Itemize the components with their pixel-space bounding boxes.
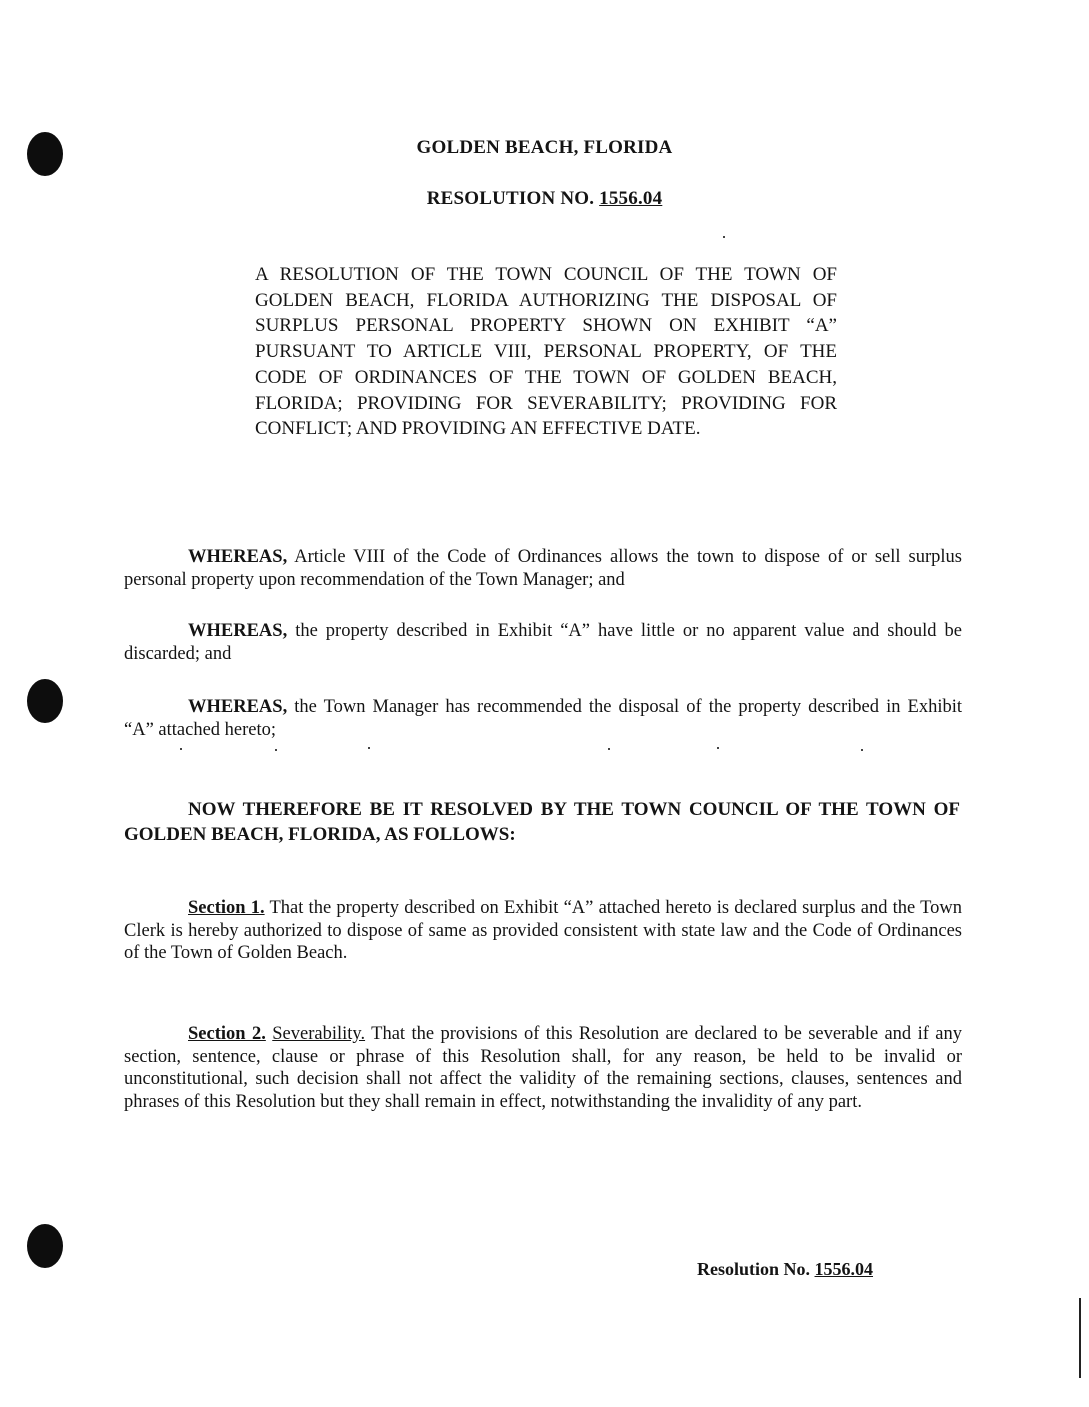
document-title — [0, 137, 1089, 159]
scan-speck — [368, 747, 370, 749]
section-text: That the property described on Exhibit “A” attached hereto is declared surplus and the Town Clerk is hereby authorized to dispose of same as provided consistent with state law and the Code of Ordinances of the Town of Golden Beach. — [124, 898, 962, 963]
whereas-paragraph — [124, 546, 962, 591]
scan-speck — [275, 749, 277, 751]
resolved-clause — [124, 797, 960, 847]
scan-edge-mark — [1079, 1298, 1081, 1378]
scan-speck — [180, 748, 182, 750]
scan-speck — [723, 236, 725, 238]
footer-resolution-reference — [697, 1259, 893, 1280]
punch-hole-bottom — [27, 1224, 63, 1268]
section-paragraph — [124, 897, 962, 965]
whereas-paragraph — [124, 696, 962, 741]
resolution-abstract: A RESOLUTION OF THE TOWN COUNCIL OF THE TOWN OF GOLDEN BEACH, FLORIDA AUTHORIZING THE DISPOSAL OF SURPLUS PERSONAL PROPERTY SHOWN ON EXHIBIT “A” PURSUANT TO ARTICLE VIII, PERSONAL PROPERTY, OF THE CODE OF ORDINANCES OF THE TOWN OF GOLDEN BEACH, FLORIDA; PROVIDING FOR SEVERABILITY; PROVIDING FOR CONFLICT; AND PROVIDING AN EFFECTIVE DATE. — [255, 264, 837, 440]
resolution-label: RESOLUTION NO. — [426, 188, 595, 209]
section-title: Severability. — [272, 1024, 366, 1044]
scan-speck — [861, 749, 863, 751]
whereas-lead: WHEREAS, — [188, 697, 288, 717]
section-heading: Section 2. — [188, 1024, 266, 1044]
scan-speck — [717, 747, 719, 749]
punch-hole-middle — [27, 679, 63, 723]
section-text: That the provisions of this Resolution are declared to be severable and if any section, sentence, clause or phrase of this Resolution shall, for any reason, be held to be invalid or unconstitutional, such decision shall not affect the validity of the remaining sections, clauses, sentences and phrases of this Resolution but they shall remain in effect, notwithstanding the invalidity of any part. — [124, 1024, 962, 1112]
footer-label-text: Resolution No. — [697, 1259, 811, 1279]
whereas-text: the property described in Exhibit “A” have little or no apparent value and should be discarded; and — [124, 621, 962, 664]
whereas-lead: WHEREAS, — [188, 547, 288, 567]
section-heading: Section 1. — [188, 898, 265, 918]
resolution-heading — [0, 188, 1089, 210]
whereas-paragraph — [124, 620, 962, 665]
section-paragraph — [124, 1023, 962, 1113]
footer-resolution-number: 1556.04 — [814, 1259, 874, 1279]
resolved-text: NOW THEREFORE BE IT RESOLVED BY THE TOWN COUNCIL OF THE TOWN OF GOLDEN BEACH, FLORIDA, AS FOLLOWS: — [124, 799, 960, 845]
whereas-text: the Town Manager has recommended the disposal of the property described in Exhibit “A” attached hereto; — [124, 697, 962, 740]
town-name: GOLDEN BEACH, FLORIDA — [416, 137, 673, 158]
scan-speck — [608, 748, 610, 750]
resolution-number: 1556.04 — [599, 188, 663, 209]
whereas-lead: WHEREAS, — [188, 621, 288, 641]
whereas-text: Article VIII of the Code of Ordinances allows the town to dispose of or sell surplus personal property upon recommendation of the Town Manager; and — [124, 547, 962, 590]
